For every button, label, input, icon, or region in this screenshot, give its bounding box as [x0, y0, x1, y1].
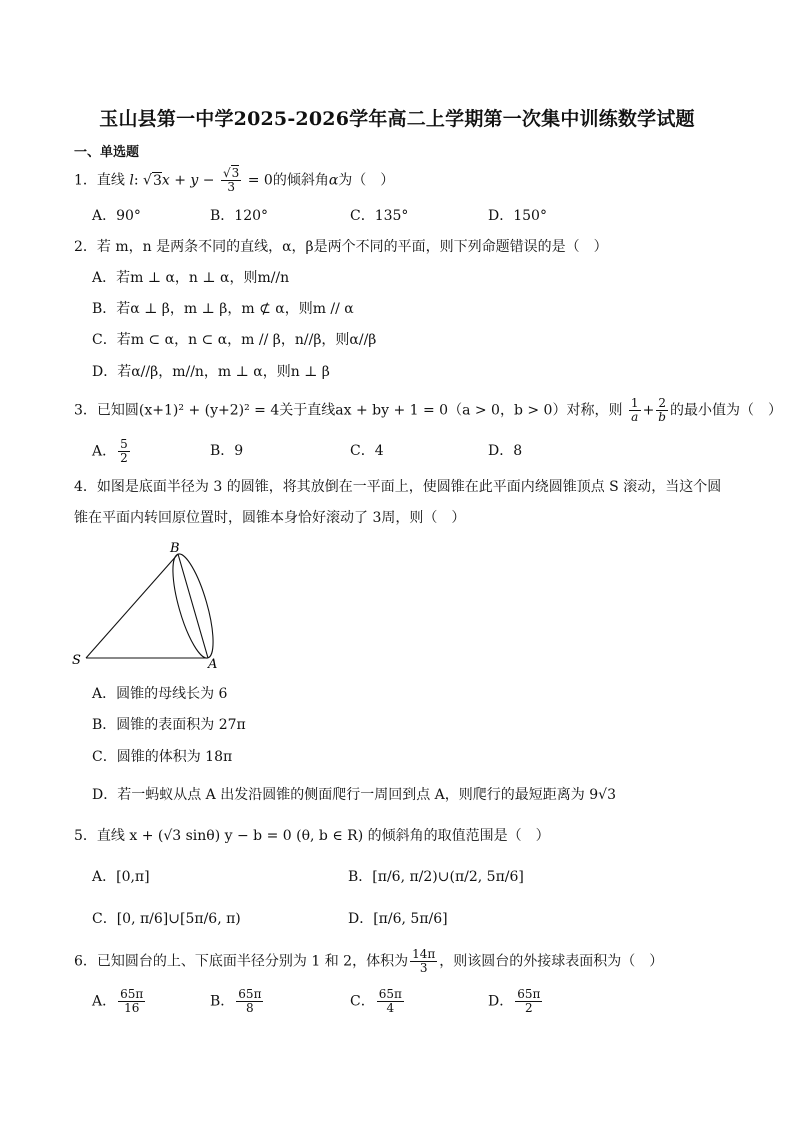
section-heading: 一、单选题 — [74, 145, 140, 160]
q5-option-a[interactable]: A．[0,π] — [92, 869, 150, 885]
question-5: 5．直线 x + (√3 sinθ) y − b = 0 (θ, b ∈ R) 的倾斜角的取值范围是（ ） — [74, 828, 550, 844]
q5-option-b[interactable]: B．[π/6, π/2)∪(π/2, 5π/6] — [348, 869, 524, 885]
question-3: 3．已知圆(x+1)² + (y+2)² = 4关于直线ax + by + 1 = 0（a > 0，b > 0）对称，则 $\frac{1}{a}$ + $\frac{2}{b}$ 的最小值为（ ） — [74, 396, 782, 424]
question-6: 6．已知圆台的上、下底面半径分别为 1 和 2，体积为 $\frac{14\pi}{3}$ ，则该圆台的外接球表面积为（ ） — [74, 947, 664, 975]
q2-option-b[interactable]: B．若α ⊥ β，m ⊥ β，m ⊄ α，则m // α — [92, 301, 354, 317]
q2-option-d[interactable]: D．若α//β，m//n，m ⊥ α，则n ⊥ β — [92, 364, 330, 380]
label-s: S — [72, 653, 81, 668]
q3-option-d[interactable]: D．8 — [488, 443, 523, 459]
question-4: 4．如图是底面半径为 3 的圆锥，将其放倒在一平面上，使圆锥在此平面内绕圆锥顶点 S 滚动，当这个圆锥在平面内转回原位置时，圆锥本身恰好滚动了 3周，则（ ） — [74, 479, 722, 526]
q6-option-c[interactable]: C． $\frac{65\pi}{4}$ — [350, 987, 402, 1015]
q1-option-b[interactable]: B．120° — [210, 208, 269, 224]
q4-option-a[interactable]: A．圆锥的母线长为 6 — [92, 686, 228, 702]
q4-option-c[interactable]: C．圆锥的体积为 18π — [92, 749, 233, 765]
page-title: 玉山县第一中学2025-2026学年高二上学期第一次集中训练数学试题 — [99, 108, 695, 130]
q1-option-d[interactable]: D．150° — [488, 208, 547, 224]
q2-option-a[interactable]: A．若m ⊥ α，n ⊥ α，则m//n — [92, 270, 290, 286]
label-b: B — [170, 541, 180, 556]
q3-option-a[interactable]: A． $\frac{5}{2}$ — [92, 437, 128, 465]
q1-option-a[interactable]: A．90° — [92, 208, 141, 224]
q5-option-c[interactable]: C．[0, π/6]∪[5π/6, π) — [92, 911, 241, 927]
q2-option-c[interactable]: C．若m ⊂ α，n ⊂ α，m // β，n//β，则α//β — [92, 332, 377, 348]
q3-option-b[interactable]: B．9 — [210, 443, 244, 459]
q3-option-c[interactable]: C．4 — [350, 443, 384, 459]
question-1: 1．直线 l: √3x + y − $\frac{√3}{3}$ = 0的倾斜角α为（ ） — [74, 166, 395, 194]
cone-figure — [66, 540, 236, 670]
cone-diameter-ba — [178, 554, 208, 658]
q6-option-a[interactable]: A． $\frac{65\pi}{16}$ — [92, 987, 144, 1015]
q5-option-d[interactable]: D．[π/6, 5π/6] — [348, 911, 448, 927]
label-a: A — [208, 657, 218, 670]
question-2: 2．若 m，n 是两条不同的直线，α，β是两个不同的平面，则下列命题错误的是（ ） — [74, 239, 608, 255]
q6-option-b[interactable]: B． $\frac{65\pi}{8}$ — [210, 987, 262, 1015]
q4-option-d[interactable]: D．若一蚂蚁从点 A 出发沿圆锥的侧面爬行一周回到点 A，则爬行的最短距离为 9√3 — [92, 787, 616, 803]
q4-option-b[interactable]: B．圆锥的表面积为 27π — [92, 717, 246, 733]
q1-option-c[interactable]: C．135° — [350, 208, 409, 224]
q6-option-d[interactable]: D． $\frac{65\pi}{2}$ — [488, 987, 541, 1015]
cone-edge-sb — [86, 554, 178, 658]
